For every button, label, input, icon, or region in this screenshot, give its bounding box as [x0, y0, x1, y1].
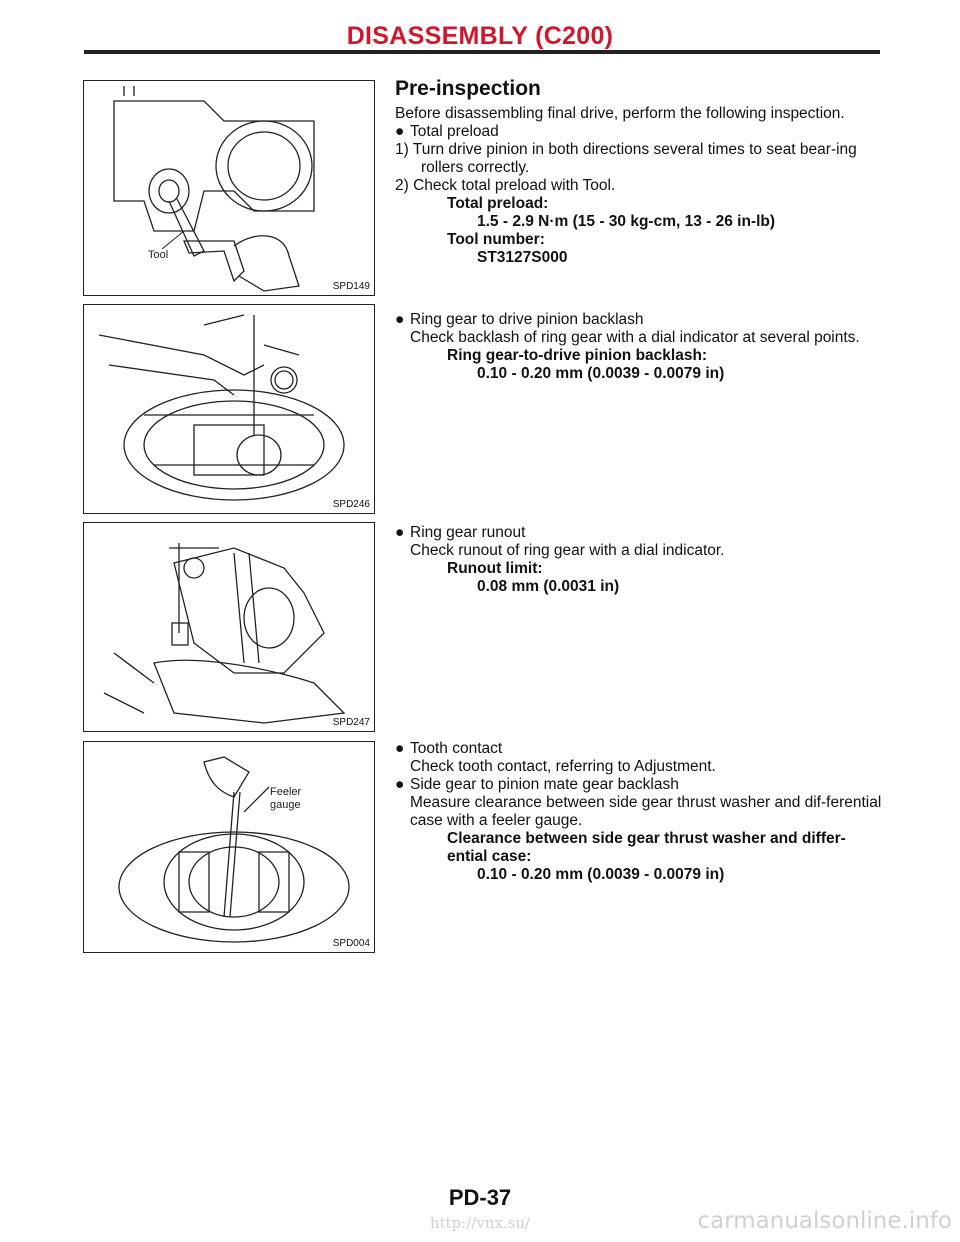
figure-backlash: [83, 304, 375, 514]
spec-label: Total preload:: [447, 195, 549, 212]
spec-value: 0.10 - 0.20 mm (0.0039 - 0.0079 in): [477, 365, 725, 382]
description: Measure clearance between side gear thrust washer and dif-ferential case with a feeler gauge.: [410, 794, 882, 829]
spec-value: 0.10 - 0.20 mm (0.0039 - 0.0079 in): [477, 866, 725, 883]
bullet-item: ● Side gear to pinion mate gear backlash: [395, 776, 679, 793]
dial-indicator-backlash-illustration: [84, 305, 374, 513]
bullet-icon: ●: [395, 776, 405, 793]
figure-runout: [83, 522, 375, 732]
section-backlash: [395, 311, 885, 383]
spec-label: Tool number:: [447, 231, 545, 248]
spec-label: Clearance between side gear thrust washer and differ-ential case:: [447, 830, 846, 865]
page-number: PD-37: [448, 1185, 512, 1210]
figure-label-tool: Tool: [148, 249, 169, 261]
footer-url-link[interactable]: http://vnx.su/: [429, 1214, 531, 1232]
section-runout: [395, 524, 885, 596]
bullet-icon: ●: [395, 123, 405, 140]
section-tooth-contact: [395, 740, 885, 884]
spec-value: 0.08 mm (0.0031 in): [477, 578, 620, 595]
spec-value: ST3127S000: [477, 249, 568, 266]
bullet-item: ● Ring gear to drive pinion backlash: [395, 311, 644, 328]
bullet-item: ● Tooth contact: [395, 740, 503, 757]
spec-label: Runout limit:: [447, 560, 543, 577]
bullet-icon: ●: [395, 311, 405, 328]
bullet-icon: ●: [395, 524, 405, 541]
figure-code: SPD149: [332, 281, 370, 292]
figure-code: SPD004: [332, 938, 370, 949]
bullet-item: ● Total preload: [395, 123, 499, 140]
description: Check runout of ring gear with a dial indicator.: [410, 542, 725, 559]
feeler-gauge-illustration: [84, 742, 374, 952]
figure-code: SPD246: [332, 499, 370, 510]
section-heading: Pre-inspection: [395, 77, 541, 100]
step-1: 1) Turn drive pinion in both directions several times to seat bear-ing rollers correctly.: [395, 141, 857, 176]
spec-value: 1.5 - 2.9 N·m (15 - 30 kg-cm, 13 - 26 in-lb): [477, 213, 776, 230]
section-pre-inspection: [395, 77, 885, 267]
bullet-icon: ●: [395, 740, 405, 757]
page-header-title: DISASSEMBLY (C200): [346, 22, 614, 50]
figure-code: SPD247: [332, 717, 370, 728]
step-2: 2) Check total preload with Tool.: [395, 177, 616, 194]
figure-total-preload: [83, 80, 375, 296]
watermark-text: carmanualsonline.info: [697, 1208, 952, 1234]
figure-label-feeler-gauge: Feeler gauge: [270, 786, 302, 811]
bullet-item: ● Ring gear runout: [395, 524, 526, 541]
intro-text: Before disassembling final drive, perform the following inspection.: [395, 105, 845, 122]
description: Check backlash of ring gear with a dial indicator at several points.: [410, 329, 860, 346]
figure-feeler-gauge: [83, 741, 375, 953]
description: Check tooth contact, referring to Adjustment.: [410, 758, 716, 775]
spec-label: Ring gear-to-drive pinion backlash:: [447, 347, 708, 364]
differential-preload-illustration: [84, 81, 374, 295]
header-divider: [84, 50, 880, 54]
ring-gear-runout-illustration: [84, 523, 374, 731]
